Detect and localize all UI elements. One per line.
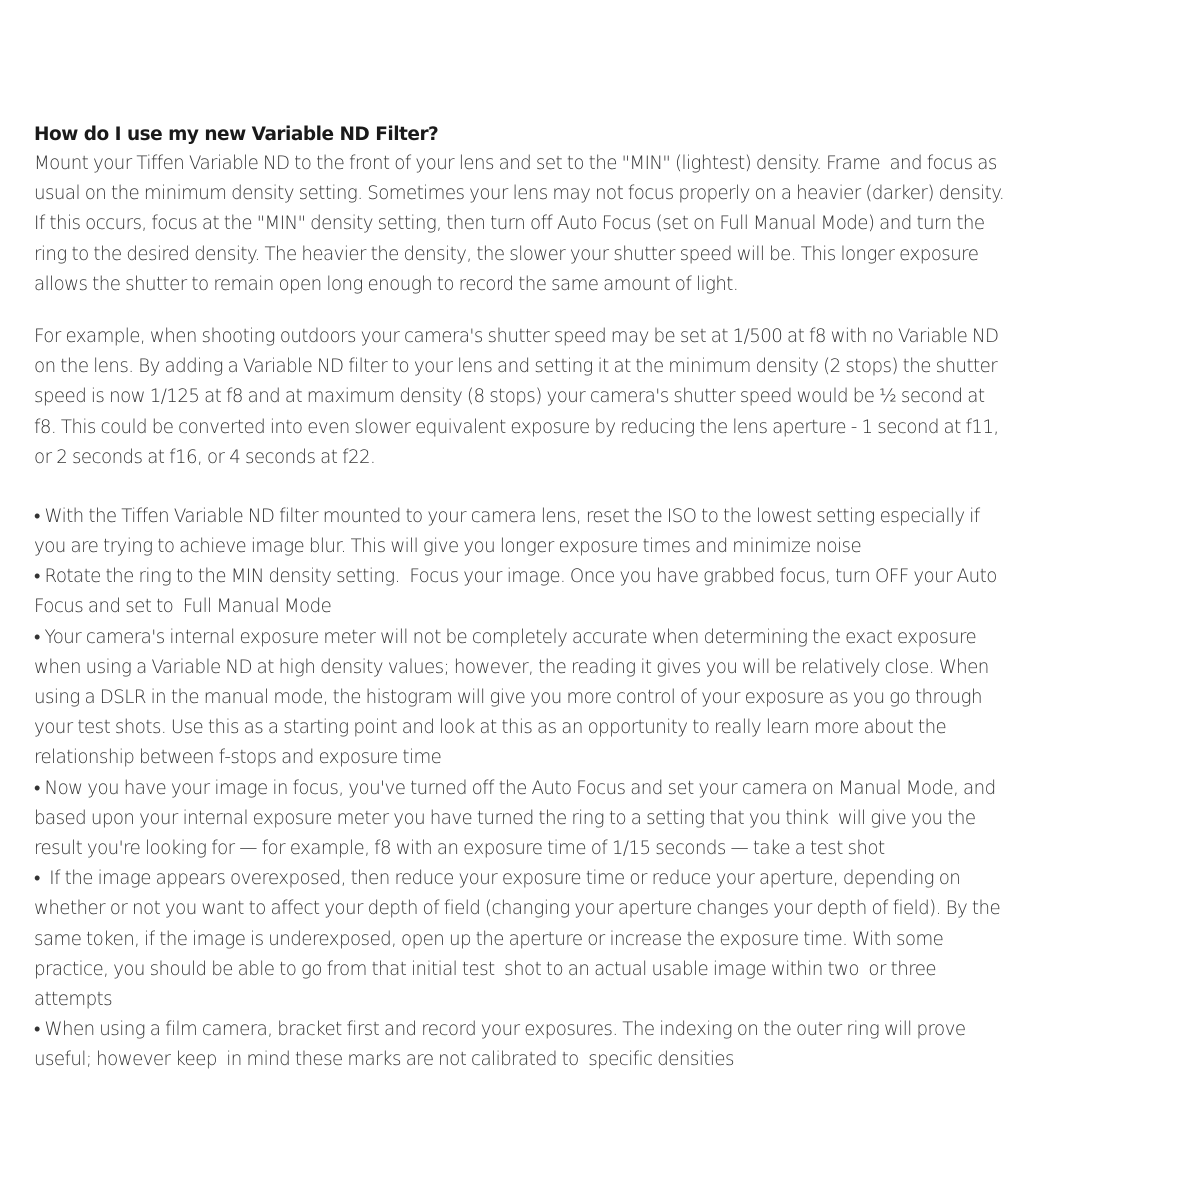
paragraph-line: For example, when shooting outdoors your camera's shutter speed may be set at 1/500 at f8 with no Variable ND: [34, 325, 999, 347]
bullet-item-exposure-meter: [34, 623, 1174, 774]
bullet-line: • Your camera's internal exposure meter will not be completely accurate when determining the exact exposure: [34, 626, 977, 648]
bullet-line: your test shots. Use this as a starting point and look at this as an opportunity to really learn more about the: [34, 717, 947, 739]
paragraph-line: If this occurs, focus at the "MIN" density setting, then turn off Auto Focus (set on Full Manual Mode) and turn the: [34, 213, 985, 235]
bullet-line: Focus and set to Full Manual Mode: [34, 596, 332, 618]
paragraph-line: or 2 seconds at f16, or 4 seconds at f22.: [34, 446, 376, 468]
example-paragraph: [34, 322, 1174, 473]
bullet-line: you are trying to achieve image blur. This will give you longer exposure times and minimize noise: [34, 536, 862, 558]
bullet-line: using a DSLR in the manual mode, the histogram will give you more control of your exposure as you go through: [34, 687, 982, 708]
bullet-item-test-shot: [34, 774, 1174, 865]
bullet-line: attempts: [34, 988, 113, 1010]
bullet-line: • With the Tiffen Variable ND filter mounted to your camera lens, reset the ISO to the lowest setting especially if: [34, 505, 980, 527]
document-body: [34, 121, 1174, 1075]
bullet-line: • Now you have your image in focus, you've turned off the Auto Focus and set your camera on Manual Mode, and: [34, 777, 996, 799]
paragraph-line: usual on the minimum density setting. Sometimes your lens may not focus properly on a heavier (darker) density.: [34, 183, 1005, 205]
bullet-line: • When using a film camera, bracket first and record your exposures. The indexing on the outer ring will prove: [34, 1019, 966, 1041]
bullet-line: • If the image appears overexposed, then reduce your exposure time or reduce your aperture, depending on: [34, 868, 961, 890]
bullet-line: • Rotate the ring to the MIN density setting. Focus your image. Once you have grabbed focus, turn OFF your Auto: [34, 566, 997, 588]
bullet-line: result you're looking for — for example, f8 with an exposure time of 1/15 seconds — take a test shot: [34, 837, 885, 859]
bullet-line: same token, if the image is underexposed, open up the aperture or increase the exposure time. With some: [34, 928, 944, 950]
paragraph-line: speed is now 1/125 at f8 and at maximum density (8 stops) your camera's shutter speed would be ½ second at: [34, 386, 985, 408]
bullet-line: based upon your internal exposure meter you have turned the ring to a setting that you think will give you the: [34, 807, 976, 829]
bullet-line: practice, you should be able to go from that initial test shot to an actual usable image within two or three: [34, 958, 937, 980]
paragraph-line: allows the shutter to remain open long enough to record the same amount of light.: [34, 273, 739, 295]
paragraph-line: Mount your Tiffen Variable ND to the front of your lens and set to the "MIN" (lightest) density. Frame and focus as: [34, 153, 997, 174]
tips-bullet-list: [34, 502, 1174, 1076]
bullet-item-rotate-ring: [34, 562, 1174, 622]
intro-paragraph: [34, 149, 1174, 300]
bullet-item-overexposed: [34, 864, 1174, 1015]
bullet-line: relationship between f-stops and exposure time: [34, 747, 442, 769]
page-heading: How do I use my new Variable ND Filter?: [34, 124, 439, 145]
bullet-line: whether or not you want to affect your depth of field (changing your aperture changes your depth of field). By the: [34, 898, 1001, 920]
bullet-item-iso: [34, 502, 1174, 562]
bullet-item-film-camera: [34, 1015, 1174, 1075]
paragraph-line: f8. This could be converted into even slower equivalent exposure by reducing the lens aperture - 1 second at f11,: [34, 416, 999, 438]
bullet-line: useful; however keep in mind these marks are not calibrated to specific densities: [34, 1049, 734, 1071]
bullet-line: when using a Variable ND at high density values; however, the reading it gives you will be relatively close. When: [34, 656, 989, 678]
paragraph-line: on the lens. By adding a Variable ND filter to your lens and setting it at the minimum density (2 stops) the shutter: [34, 356, 998, 378]
paragraph-line: ring to the desired density. The heavier the density, the slower your shutter speed will be. This longer exposure: [34, 243, 979, 265]
